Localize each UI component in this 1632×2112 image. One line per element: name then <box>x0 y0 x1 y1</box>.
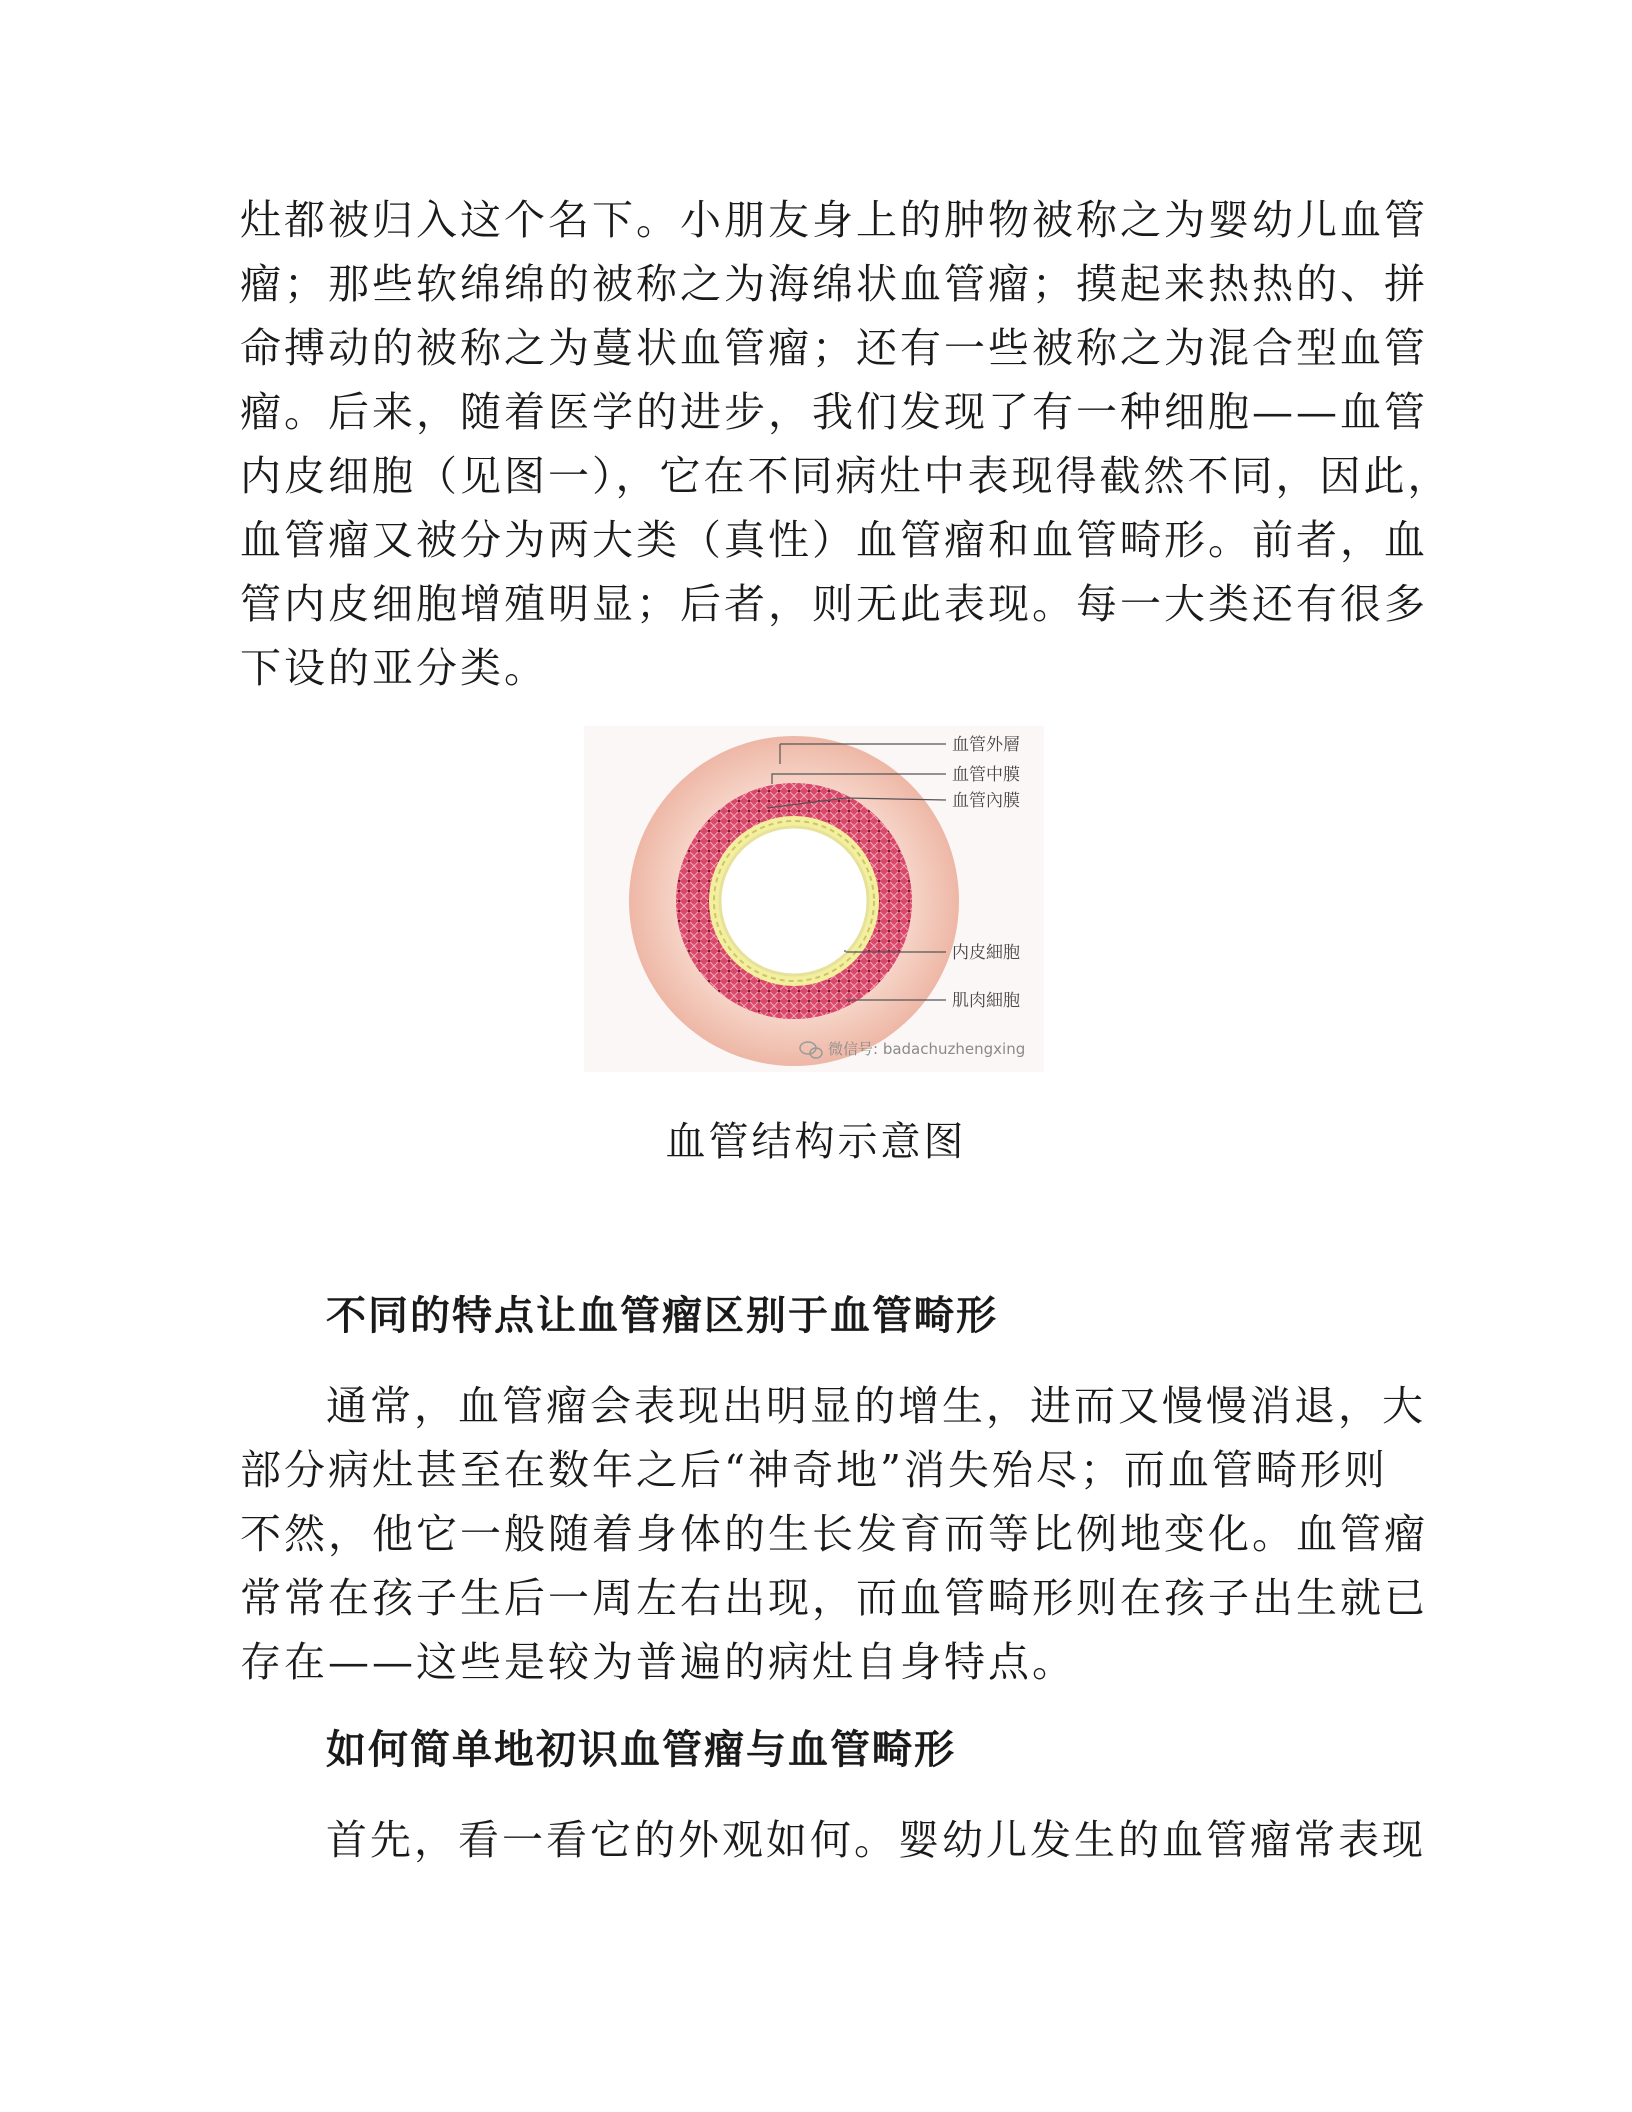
label-endothelial: 内皮細胞 <box>952 943 1020 963</box>
paragraph-line: 通常，血管瘤会表现出明显的增生，进而又慢慢消退，大 <box>326 1382 1426 1430</box>
intro-paragraph <box>240 188 1452 700</box>
watermark: 微信号: badachuzhengxing <box>828 1040 1026 1058</box>
paragraph-line: 首先，看一看它的外观如何。婴幼儿发生的血管瘤常表现 <box>326 1816 1426 1864</box>
section-heading: 不同的特点让血管瘤区别于血管畸形 <box>326 1293 998 1339</box>
vessel-cross-section <box>584 726 1044 1072</box>
label-adventitia: 血管外層 <box>952 735 1020 755</box>
label-intima: 血管內膜 <box>952 791 1020 811</box>
figure-caption: 血管结构示意图 <box>665 1119 967 1165</box>
paragraph-line: 下设的亚分类。 <box>240 644 548 692</box>
section1-paragraph <box>240 1374 1428 1694</box>
paragraph-line: 瘤。后来，随着医学的进步，我们发现了有一种细胞——血管 <box>240 388 1428 436</box>
paragraph-line: 灶都被归入这个名下。小朋友身上的肿物被称之为婴幼儿血管 <box>240 196 1428 244</box>
paragraph-line: 存在——这些是较为普遍的病灶自身特点。 <box>240 1638 1076 1686</box>
paragraph-line: 部分病灶甚至在数年之后“神奇地”消失殆尽；而血管畸形则 <box>240 1446 1388 1494</box>
paragraph-line: 常常在孩子生后一周左右出现，而血管畸形则在孩子出生就已 <box>240 1574 1428 1622</box>
label-muscle: 肌肉細胞 <box>952 991 1020 1011</box>
label-media: 血管中膜 <box>952 765 1020 785</box>
paragraph-line: 瘤；那些软绵绵的被称之为海绵状血管瘤；摸起来热热的、拼 <box>240 260 1428 308</box>
blood-vessel-diagram <box>584 726 1044 1072</box>
paragraph-line: 命搏动的被称之为蔓状血管瘤；还有一些被称之为混合型血管 <box>240 324 1428 372</box>
lumen <box>720 827 868 975</box>
section2-paragraph <box>240 1808 1426 1872</box>
section-heading: 如何简单地初识血管瘤与血管畸形 <box>326 1727 956 1773</box>
paragraph-line: 管内皮细胞增殖明显；后者，则无此表现。每一大类还有很多 <box>240 580 1428 628</box>
paragraph-line: 内皮细胞（见图一），它在不同病灶中表现得截然不同，因此， <box>240 452 1452 500</box>
paragraph-line: 不然，他它一般随着身体的生长发育而等比例地变化。血管瘤 <box>240 1510 1428 1558</box>
paragraph-line: 血管瘤又被分为两大类（真性）血管瘤和血管畸形。前者，血 <box>240 516 1428 564</box>
